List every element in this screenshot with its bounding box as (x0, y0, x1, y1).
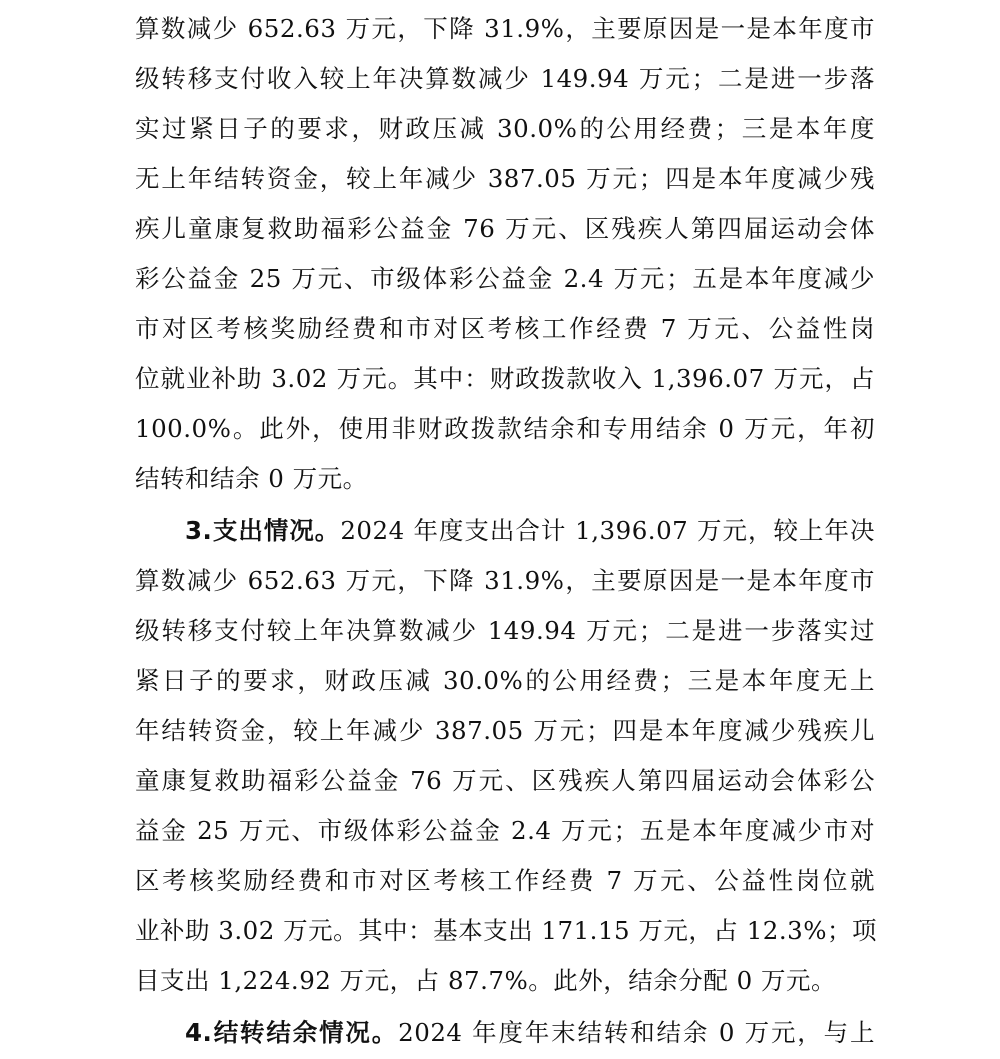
text-line: 级转移支付较上年决算数减少 149.94 万元；二是进一步落实过 (135, 616, 875, 645)
text-line: 目支出 1,224.92 万元，占 87.7%。此外，结余分配 0 万元。 (135, 966, 836, 995)
paragraph-first-line (185, 506, 875, 556)
section-heading: 4.结转结余情况。 (185, 1018, 399, 1047)
section-heading: 3.支出情况。 (185, 516, 341, 545)
text-line: 益金 25 万元、市级体彩公益金 2.4 万元；五是本年度减少市对 (135, 816, 875, 845)
text-line: 级转移支付收入较上年决算数减少 149.94 万元；二是进一步落 (135, 64, 875, 93)
text-span: 2024 年度年末结转和结余 0 万元，与上 (398, 1018, 875, 1047)
text-line: 100.0%。此外，使用非财政拨款结余和专用结余 0 万元，年初 (135, 414, 875, 443)
text-line: 实过紧日子的要求，财政压减 30.0%的公用经费；三是本年度 (135, 114, 875, 143)
text-span: 2024 年度支出合计 1,396.07 万元，较上年决 (340, 516, 875, 545)
text-line: 童康复救助福彩公益金 76 万元、区残疾人第四届运动会体彩公 (135, 766, 875, 795)
text-line: 疾儿童康复救助福彩公益金 76 万元、区残疾人第四届运动会体 (135, 214, 875, 243)
text-line: 业补助 3.02 万元。其中：基本支出 171.15 万元，占 12.3%；项 (135, 916, 878, 945)
text-line: 无上年结转资金，较上年减少 387.05 万元；四是本年度减少残 (135, 164, 875, 193)
text-line: 市对区考核奖励经费和市对区考核工作经费 7 万元、公益性岗 (135, 314, 875, 343)
text-line: 彩公益金 25 万元、市级体彩公益金 2.4 万元；五是本年度减少 (135, 264, 875, 293)
text-line: 算数减少 652.63 万元，下降 31.9%，主要原因是一是本年度市 (135, 566, 875, 595)
text-line: 区考核奖励经费和市对区考核工作经费 7 万元、公益性岗位就 (135, 866, 875, 895)
text-line: 位就业补助 3.02 万元。其中：财政拨款收入 1,396.07 万元，占 (135, 364, 875, 393)
paragraph-first-line (185, 1008, 875, 1058)
text-line: 结转和结余 0 万元。 (135, 464, 368, 493)
text-line: 紧日子的要求，财政压减 30.0%的公用经费；三是本年度无上 (135, 666, 875, 695)
text-line: 算数减少 652.63 万元，下降 31.9%，主要原因是一是本年度市 (135, 14, 875, 43)
text-line: 年结转资金，较上年减少 387.05 万元；四是本年度减少残疾儿 (135, 716, 875, 745)
